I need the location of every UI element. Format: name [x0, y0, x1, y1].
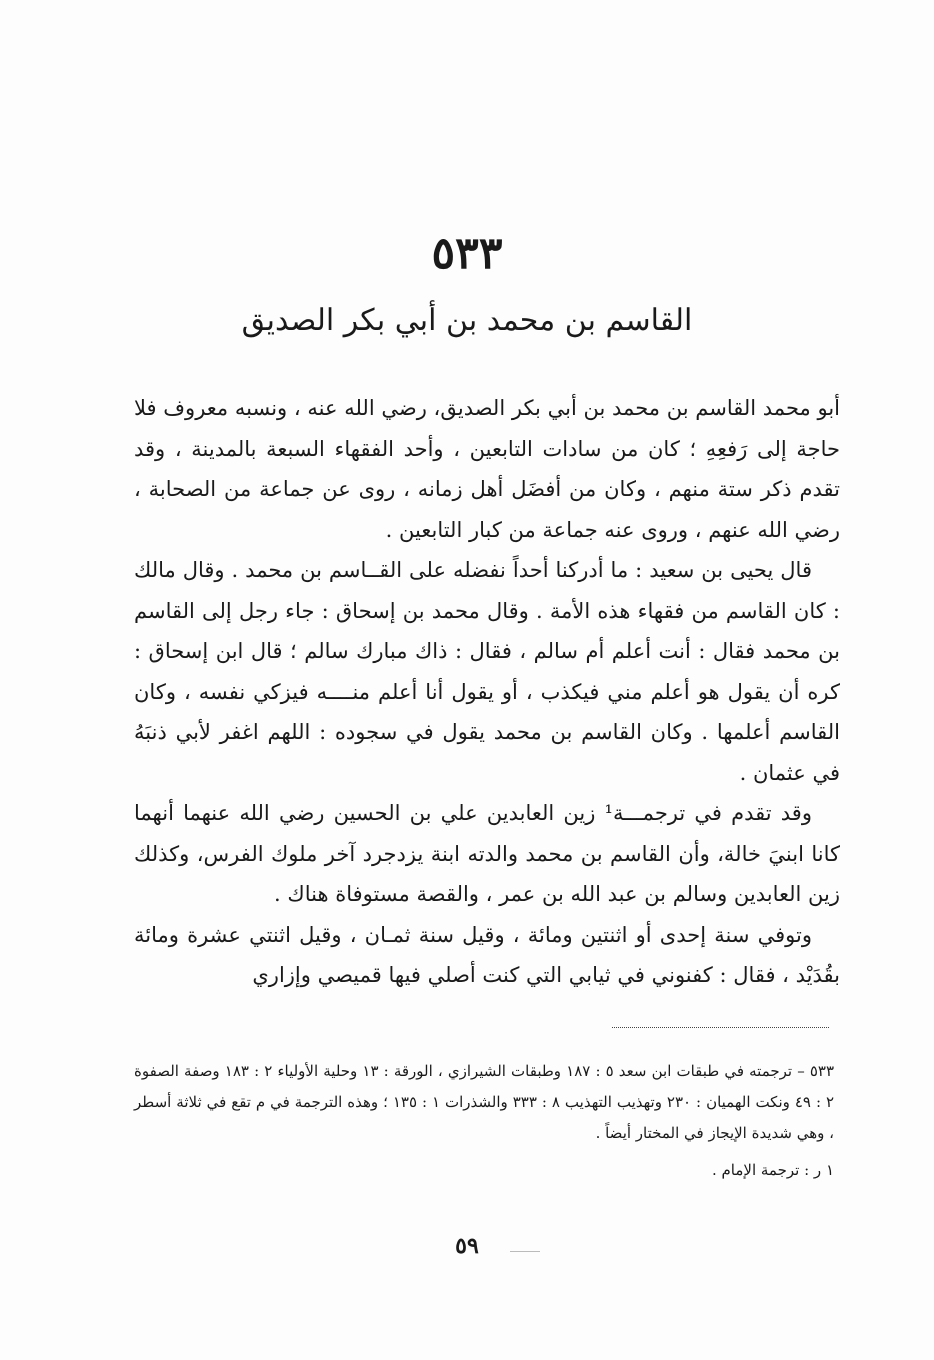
page-number-rule: [510, 1251, 540, 1252]
footnote-main: ٥٣٣ – ترجمته في طبقات ابن سعد ٥ : ١٨٧ وطبقات الشيرازي ، الورقة : ١٣ وحلية الأولياء ٢ : ١٨٣ وصفة الصفوة ٢ : ٤٩ ونكت الهميان : ٢٣٠ وتهذيب التهذيب ٨ : ٣٣٣ والشذرات ١ : ١٣٥ ؛ وهذه الترجمة في م تقع في ثلاثة أسطر ، وهي شديدة الإيجاز في المختار أيضاً .: [134, 1062, 835, 1142]
paragraph: وتوفي سنة إحدى أو اثنتين ومائة ، وقيل سنة ثمـان ، وقيل اثنتي عشرة ومائة بقُدَيْد ، فقال : كفنوني في ثيابي التي كنت أصلي فيها قميصي وإزاري: [134, 922, 840, 987]
paragraph: وقد تقدم في ترجمـــة¹ زين العابدين علي بن الحسين رضي الله عنهما أنهما كانا ابنيَ خالة، وأن القاسم بن محمد والدته ابنة يزدجرد آخر ملوك الفرس، وكذلك زين العابدين وسالم بن عبد الله بن عمر ، والقصة مستوفاة هناك .: [134, 801, 840, 906]
footnote-ref: ١ ر : ترجمة الإمام .: [711, 1161, 834, 1179]
footnotes: [134, 1056, 834, 1186]
body-text: [134, 388, 840, 996]
paragraph: أبو محمد القاسم بن محمد بن أبي بكر الصديق، رضي الله عنه ، ونسبه معروف فلا حاجة إلى رَفعِهِ ؛ كان من سادات التابعين ، وأحد الفقهاء السبعة بالمدينة ، وقد تقدم ذكر ستة منهم ، وكان من أفضَل أهل زمانه ، روى عن جماعة من الصحابة ، رضي الله عنهم ، وروى عنه جماعة من كبار التابعين .: [134, 396, 840, 542]
page-number: ٥٩: [455, 1233, 479, 1259]
paragraph: قال يحيى بن سعيد : ما أدركنا أحداً نفضله على القــاسم بن محمد . وقال مالك : كان القاسم من فقهاء هذه الأمة . وقال محمد بن إسحاق : جاء رجل إلى القاسم بن محمد فقال : أنت أعلم أم سالم ، فقال : ذاك مبارك سالم ؛ قال ابن إسحاق : كره أن يقول هو أعلم مني فيكذب ، أو يقول أنا أعلم منــــه فيزكي نفسه ، وكان القاسم أعلمها . وكان القاسم بن محمد يقول في سجوده : اللهم اغفر لأبي ذنبَهُ في عثمان .: [134, 558, 840, 785]
entry-title: القاسم بن محمد بن أبي بكر الصديق: [241, 303, 693, 338]
entry-number: ٥٣٣: [431, 228, 503, 279]
footnote-separator: [612, 1027, 829, 1028]
